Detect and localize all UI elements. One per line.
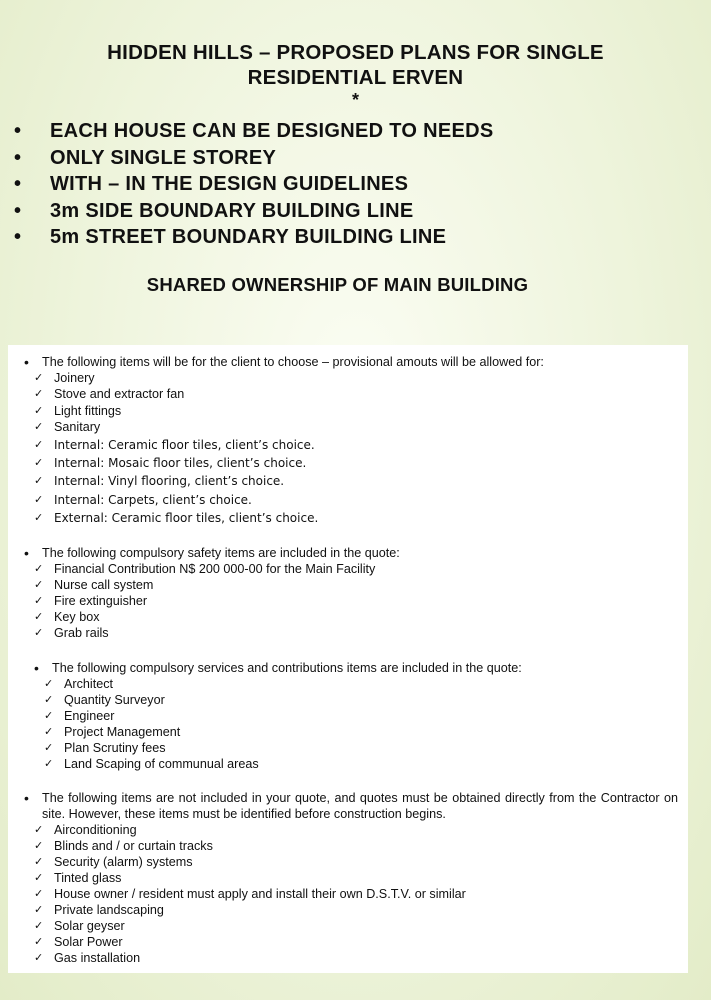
- section-lead: • The following items will be for the client to choose – provisional amouts will be allowed for:: [18, 354, 668, 370]
- checklist-item: ✓ Tinted glass: [18, 870, 678, 886]
- checklist-item: ✓ External: Ceramic floor tiles, client’s choice.: [18, 509, 668, 527]
- highlights-list: [10, 118, 494, 251]
- checklist-item: ✓ Key box: [18, 609, 668, 625]
- highlight-item: • ONLY SINGLE STOREY: [10, 145, 494, 172]
- checklist: [18, 561, 668, 641]
- checklist-item: ✓ Financial Contribution N$ 200 000-00 for the Main Facility: [18, 561, 668, 577]
- shared-ownership-heading: SHARED OWNERSHIP OF MAIN BUILDING: [146, 274, 529, 295]
- section-client-choice: [18, 354, 668, 528]
- checklist-item: ✓ Fire extinguisher: [18, 593, 668, 609]
- checklist: [18, 370, 668, 528]
- checklist-item: ✓ Internal: Vinyl flooring, client’s choice.: [18, 472, 668, 490]
- section-lead: • The following compulsory safety items are included in the quote:: [18, 545, 668, 561]
- checklist-item: ✓ Engineer: [28, 708, 678, 724]
- checklist-item: ✓ Internal: Ceramic floor tiles, client’s choice.: [18, 436, 668, 454]
- checklist-item: ✓ Stove and extractor fan: [18, 386, 668, 402]
- checklist-item: ✓ Blinds and / or curtain tracks: [18, 838, 678, 854]
- section-services-contributions: [28, 660, 678, 772]
- checklist-item: ✓ Sanitary: [18, 419, 668, 435]
- checklist-item: ✓ Solar geyser: [18, 918, 678, 934]
- page-title: [0, 40, 711, 90]
- checklist: [28, 676, 678, 772]
- highlight-item: • 3m SIDE BOUNDARY BUILDING LINE: [10, 198, 494, 225]
- checklist-item: ✓ Grab rails: [18, 625, 668, 641]
- highlight-item: • EACH HOUSE CAN BE DESIGNED TO NEEDS: [10, 118, 494, 145]
- checklist-item: ✓ Nurse call system: [18, 577, 668, 593]
- highlight-item: • WITH – IN THE DESIGN GUIDELINES: [10, 171, 494, 198]
- checklist-item: ✓ Private landscaping: [18, 902, 678, 918]
- checklist-item: ✓ Airconditioning: [18, 822, 678, 838]
- section-lead: • The following items are not included in your quote, and quotes must be obtained directly from the Contractor on site. However, these items must be identified before construction begins.: [18, 790, 678, 822]
- details-panel: [8, 345, 688, 973]
- title-line-1: HIDDEN HILLS – PROPOSED PLANS FOR SINGLE: [107, 41, 604, 64]
- checklist-item: ✓ Architect: [28, 676, 678, 692]
- checklist-item: ✓ Quantity Surveyor: [28, 692, 678, 708]
- checklist: [18, 822, 678, 966]
- checklist-item: ✓ Plan Scrutiny fees: [28, 740, 678, 756]
- checklist-item: ✓ Joinery: [18, 370, 668, 386]
- section-not-included: [18, 790, 678, 966]
- asterisk-mark: *: [351, 90, 359, 110]
- title-line-2: RESIDENTIAL ERVEN: [247, 66, 464, 89]
- section-safety-items: [18, 545, 668, 641]
- checklist-item: ✓ Gas installation: [18, 950, 678, 966]
- checklist-item: ✓ Project Management: [28, 724, 678, 740]
- checklist-item: ✓ Internal: Carpets, client’s choice.: [18, 491, 668, 509]
- poster-header: [0, 0, 711, 345]
- section-lead: • The following compulsory services and contributions items are included in the quote:: [28, 660, 678, 676]
- checklist-item: ✓ Solar Power: [18, 934, 678, 950]
- checklist-item: ✓ Land Scaping of communual areas: [28, 756, 678, 772]
- highlight-item: • 5m STREET BOUNDARY BUILDING LINE: [10, 224, 494, 251]
- checklist-item: ✓ Security (alarm) systems: [18, 854, 678, 870]
- checklist-item: ✓ Internal: Mosaic floor tiles, client’s choice.: [18, 454, 668, 472]
- checklist-item: ✓ House owner / resident must apply and install their own D.S.T.V. or similar: [18, 886, 678, 902]
- checklist-item: ✓ Light fittings: [18, 403, 668, 419]
